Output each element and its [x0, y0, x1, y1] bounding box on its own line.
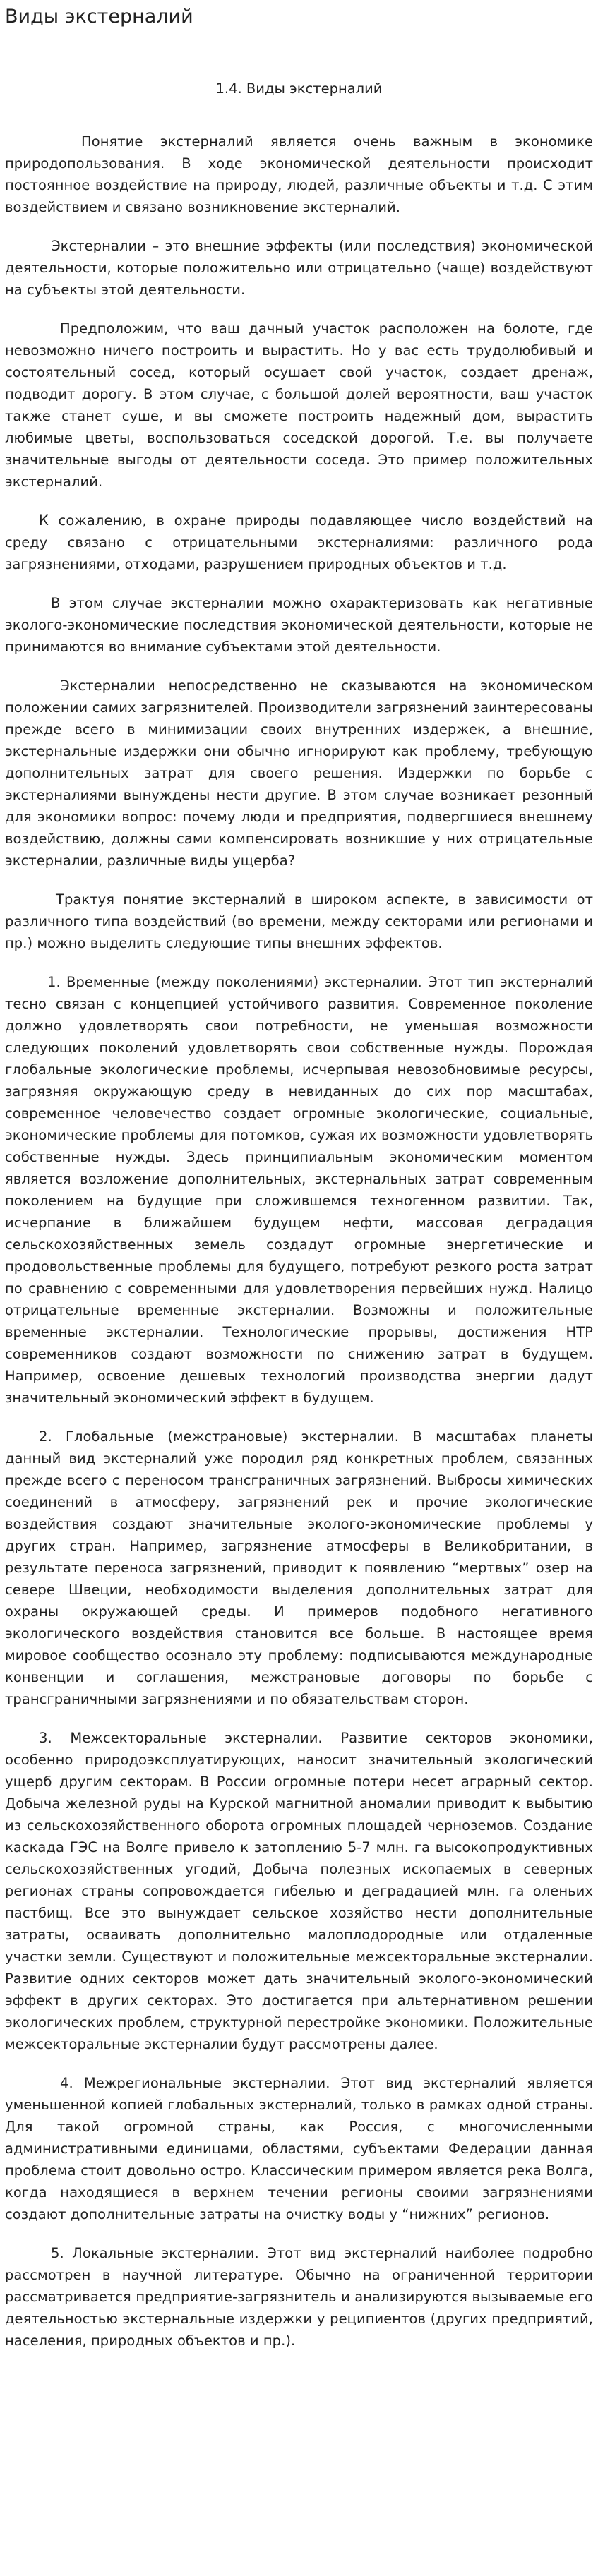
paragraph: Трактуя понятие экстерналий в широком аспекте, в зависимости от различного типа воздействий (во времени, между секторами или регионами и пр.) можно выделить следующие типы внешних эффектов.: [5, 891, 593, 951]
paragraph: В этом случае экстерналии можно охарактеризовать как негативные эколого-экономические последствия экономической деятельности, которые не принимаются во внимание субъектами этой деятельности.: [5, 595, 593, 655]
article-body: [5, 131, 593, 2369]
page-header: Виды экстерналий: [5, 6, 193, 28]
paragraph: Предположим, что ваш дачный участок расположен на болоте, где невозможно ничего построить и вырастить. Но у вас есть трудолюбивый и состоятельный сосед, который осушает свой участок, создает дренаж, подводит дорогу. В этом случае, с большой долей вероятности, ваш участок также станет суше, и вы сможете построить надежный дом, вырастить любимые цветы, воспользоваться соседской дорогой. Т.е. вы получаете значительные выгоды от деятельности соседа. Это пример положительных экстерналий.: [5, 320, 593, 490]
paragraph: 4. Межрегиональные экстерналии. Этот вид экстерналий является уменьшенной копией глобальных экстерналий, только в рамках одной страны. Для такой огромной страны, как Россия, с многочисленными административными единицами, областями, субъектами Федерации данная проблема стоит довольно остро. Классическим примером является река Волга, когда находящиеся в верхнем течении регионы своими загрязнениями создают дополнительные затраты на очистку воды у “нижних” регионов.: [5, 2075, 593, 2222]
paragraph: Понятие экстерналий является очень важным в экономике природопользования. В ходе экономической деятельности происходит постоянное воздействие на природу, людей, различные объекты и т.д. С этим воздействием и связано возникновение экстерналий.: [5, 133, 593, 215]
paragraph: К сожалению, в охране природы подавляющее число воздействий на среду связано с отрицательными экстерналиями: различного рода загрязнениями, отходами, разрушением природных объектов и т.д.: [5, 512, 593, 572]
paragraph: Экстерналии – это внешние эффекты (или последствия) экономической деятельности, которые положительно или отрицательно (чаще) воздействуют на субъекты этой деятельности.: [5, 238, 593, 298]
paragraph: Экстерналии непосредственно не сказываются на экономическом положении самих загрязнителей. Производители загрязнений заинтересованы прежде всего в минимизации своих внутренних издержек, а внешние, экстернальные издержки они обычно игнорируют как проблему, требующую дополнительных затрат для своего решения. Издержки по борьбе с экстерналиями вынуждены нести другие. В этом случае возникает резонный для экономики вопрос: почему люди и предприятия, подвергшиеся внешнему воздействию, должны сами компенсировать возникшие у них отрицательные экстерналии, различные виды ущерба?: [5, 678, 593, 869]
paragraph: 3. Межсекторальные экстерналии. Развитие секторов экономики, особенно природоэксплуатирующих, наносит значительный экологический ущерб другим секторам. В России огромные потери несет аграрный сектор. Добыча железной руды на Курской магнитной аномалии приводит к выбытию из сельскохозяйственного оборота огромных площадей черноземов. Создание каскада ГЭС на Волге привело к затоплению 5-7 млн. га высокопродуктивных сельскохозяйственных угодий, Добыча полезных ископаемых в северных регионах страны сопровождается гибелью и деградацией млн. га оленьих пастбищ. Все это вынуждает сельское хозяйство нести дополнительные затраты, осваивать дополнительно малоплодородные или отдаленные участки земли. Существуют и положительные межсекторальные экстерналии. Развитие одних секторов может дать значительный эколого-экономический эффект в других секторах. Это достигается при альтернативном решении экологических проблем, структурной перестройке экономики. Положительные межсекторальные экстерналии будут рассмотрены далее.: [5, 1730, 593, 2052]
paragraph: 2. Глобальные (межстрановые) экстерналии. В масштабах планеты данный вид экстерналий уже породил ряд конкретных проблем, связанных прежде всего с переносом трансграничных загрязнений. Выбросы химических соединений в атмосферу, загрязнений рек и прочие экологические воздействия создают значительные эколого-экономические проблемы у других стран. Например, загрязнение атмосферы в Великобритании, в результате переноса загрязнений, приводит к появлению “мертвых” озер на севере Швеции, необходимости выделения дополнительных затрат для охраны окружающей среды. И примеров подобного негативного экологического воздействия становится все больше. В настоящее время мировое сообщество осознало эту проблему: подписываются международные конвенции и соглашения, межстрановые договоры по борьбе с трансграничными загрязнениями и по обязательствам сторон.: [5, 1428, 593, 1707]
paragraph: 1. Временные (между поколениями) экстерналии. Этот тип экстерналий тесно связан с концепцией устойчивого развития. Современное поколение должно удовлетворять свои потребности, не уменьшая возможности следующих поколений удовлетворять свои собственные нужды. Порождая глобальные экологические проблемы, исчерпывая невозобновимые ресурсы, загрязняя окружающую среду в невиданных до сих пор масштабах, современное человечество создает огромные экологические, социальные, экономические проблемы для потомков, сужая их возможности удовлетворять собственные нужды. Здесь принципиальным экономическим моментом является возложение дополнительных, экстернальных затрат современным поколением на будущие при сложившемся техногенном развитии. Так, исчерпание в ближайшем будущем нефти, массовая деградация сельскохозяйственных земель создадут огромные энергетические и продовольственные проблемы для будущего, потребуют резкого роста затрат по сравнению с современными для удовлетворения первейших нужд. Налицо отрицательные временные экстерналии. Возможны и положительные временные экстерналии. Технологические прорывы, достижения НТР современников создают возможности по снижению затрат в будущем. Например, освоение дешевых технологий производства энергии дадут значительный экономический эффект в будущем.: [5, 974, 593, 1406]
paragraph: 5. Локальные экстерналии. Этот вид экстерналий наиболее подробно рассмотрен в научной литературе. Обычно на ограниченной территории рассматривается предприятие-загрязнитель и анализируются вызываемые его деятельностью экстернальные издержки у реципиентов (других предприятий, населения, природных объектов и пр.).: [5, 2245, 593, 2349]
section-title: 1.4. Виды экстерналий: [215, 80, 383, 97]
